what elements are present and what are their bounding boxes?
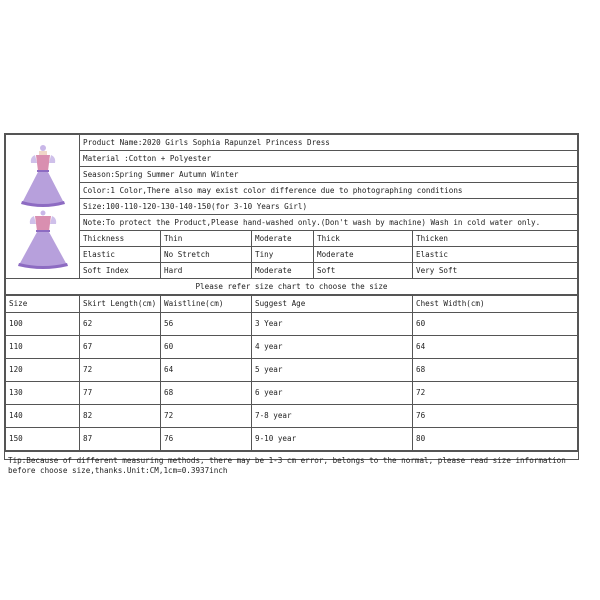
- chest-width-cell: 76: [413, 405, 578, 428]
- age-cell: 6 year: [252, 382, 413, 405]
- property-row-soft-index: [6, 263, 578, 279]
- color-info: Color:1 Color,There also may exist color difference due to photographing conditions: [80, 183, 578, 199]
- season: Season:Spring Summer Autumn Winter: [80, 167, 578, 183]
- size-cell: 100: [6, 313, 80, 336]
- property-cell: No Stretch: [161, 247, 252, 263]
- size-cell: 120: [6, 359, 80, 382]
- property-cell: Soft Index: [80, 263, 161, 279]
- skirt-length-cell: 87: [80, 428, 161, 451]
- skirt-length-cell: 72: [80, 359, 161, 382]
- waistline-cell: 68: [161, 382, 252, 405]
- property-cell: Thick: [314, 231, 413, 247]
- size-chart-note: Please refer size chart to choose the size: [6, 279, 578, 295]
- property-row-elastic: [6, 247, 578, 263]
- property-cell: Thickness: [80, 231, 161, 247]
- size-cell: 110: [6, 336, 80, 359]
- size-range: Size:100-110-120-130-140-150(for 3-10 Years Girl): [80, 199, 578, 215]
- property-cell: Moderate: [314, 247, 413, 263]
- header-cell: Chest Width(cm): [413, 296, 578, 313]
- dress-photo: [6, 135, 80, 279]
- property-cell: Elastic: [413, 247, 578, 263]
- property-cell: Elastic: [80, 247, 161, 263]
- property-cell: Moderate: [252, 231, 314, 247]
- property-row-thickness: [6, 231, 578, 247]
- chest-width-cell: 72: [413, 382, 578, 405]
- skirt-length-cell: 62: [80, 313, 161, 336]
- size-chart-header: [6, 296, 578, 313]
- property-cell: Hard: [161, 263, 252, 279]
- waistline-cell: 56: [161, 313, 252, 336]
- waistline-cell: 76: [161, 428, 252, 451]
- table-row: [6, 382, 578, 405]
- table-row: [6, 313, 578, 336]
- skirt-length-cell: 77: [80, 382, 161, 405]
- property-cell: Soft: [314, 263, 413, 279]
- size-cell: 130: [6, 382, 80, 405]
- size-chart-table: [5, 295, 578, 451]
- age-cell: 4 year: [252, 336, 413, 359]
- table-row: [6, 359, 578, 382]
- care-note: Note:To protect the Product,Please hand-washed only.(Don't wash by machine) Wash in cold water only.: [80, 215, 578, 231]
- header-cell: Size: [6, 296, 80, 313]
- table-row: [6, 405, 578, 428]
- measurement-tip: Tip:Because of different measuring methods, there may be 1-3 cm error, belongs to the normal, please read size information before choose size,thanks.Unit:CM,1cm=0.3937inch: [5, 451, 578, 481]
- header-cell: Skirt Length(cm): [80, 296, 161, 313]
- size-cell: 150: [6, 428, 80, 451]
- dress-image-icon: [12, 143, 74, 271]
- skirt-length-cell: 82: [80, 405, 161, 428]
- age-cell: 3 Year: [252, 313, 413, 336]
- waistline-cell: 72: [161, 405, 252, 428]
- header-cell: Waistline(cm): [161, 296, 252, 313]
- waistline-cell: 60: [161, 336, 252, 359]
- chest-width-cell: 80: [413, 428, 578, 451]
- header-cell: Suggest Age: [252, 296, 413, 313]
- age-cell: 5 year: [252, 359, 413, 382]
- property-cell: Moderate: [252, 263, 314, 279]
- material: Material :Cotton + Polyester: [80, 151, 578, 167]
- property-cell: Thicken: [413, 231, 578, 247]
- property-cell: Tiny: [252, 247, 314, 263]
- product-info-table: [5, 134, 578, 295]
- chest-width-cell: 68: [413, 359, 578, 382]
- size-cell: 140: [6, 405, 80, 428]
- size-info-sheet: [4, 133, 579, 475]
- age-cell: 7-8 year: [252, 405, 413, 428]
- chest-width-cell: 60: [413, 313, 578, 336]
- age-cell: 9-10 year: [252, 428, 413, 451]
- table-row: [6, 428, 578, 451]
- chest-width-cell: 64: [413, 336, 578, 359]
- property-cell: Thin: [161, 231, 252, 247]
- waistline-cell: 64: [161, 359, 252, 382]
- table-row: [6, 336, 578, 359]
- skirt-length-cell: 67: [80, 336, 161, 359]
- property-cell: Very Soft: [413, 263, 578, 279]
- product-name: Product Name:2020 Girls Sophia Rapunzel Princess Dress: [80, 135, 578, 151]
